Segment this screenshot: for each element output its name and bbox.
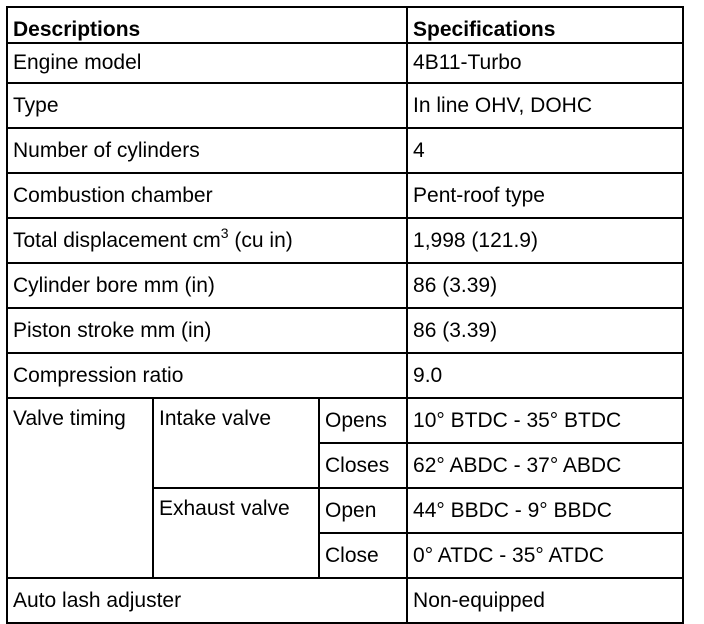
row-label xyxy=(7,218,407,263)
row-value: 86 (3.39) xyxy=(407,263,683,308)
table-row xyxy=(7,308,683,353)
exhaust-close-label: Close xyxy=(319,533,407,578)
table-row xyxy=(7,353,683,398)
specifications-table xyxy=(6,6,684,624)
row-value: In line OHV, DOHC xyxy=(407,83,683,128)
table-row xyxy=(7,83,683,128)
exhaust-close-value: 0° ATDC - 35° ATDC xyxy=(407,533,683,578)
table-row xyxy=(7,43,683,83)
row-value: Pent-roof type xyxy=(407,173,683,218)
table-row xyxy=(7,128,683,173)
exhaust-valve-label: Exhaust valve xyxy=(153,488,319,578)
header-row xyxy=(7,7,683,43)
table-row xyxy=(7,218,683,263)
row-label: Auto lash adjuster xyxy=(7,578,407,623)
exhaust-open-label: Open xyxy=(319,488,407,533)
row-label: Piston stroke mm (in) xyxy=(7,308,407,353)
intake-closes-label: Closes xyxy=(319,443,407,488)
displacement-unit: (cu in) xyxy=(228,228,293,252)
row-label: Type xyxy=(7,83,407,128)
exhaust-open-value: 44° BBDC - 9° BBDC xyxy=(407,488,683,533)
intake-opens-label: Opens xyxy=(319,398,407,443)
intake-closes-value: 62° ABDC - 37° ABDC xyxy=(407,443,683,488)
row-label: Engine model xyxy=(7,43,407,83)
intake-valve-label: Intake valve xyxy=(153,398,319,488)
row-value: 1,998 (121.9) xyxy=(407,218,683,263)
table-row xyxy=(7,173,683,218)
intake-opens-value: 10° BTDC - 35° BTDC xyxy=(407,398,683,443)
valve-timing-label: Valve timing xyxy=(7,398,153,578)
row-label: Cylinder bore mm (in) xyxy=(7,263,407,308)
row-value: Non-equipped xyxy=(407,578,683,623)
row-value: 4B11-Turbo xyxy=(407,43,683,83)
displacement-label: Total displacement cm xyxy=(13,228,221,252)
row-value: 4 xyxy=(407,128,683,173)
descriptions-header: Descriptions xyxy=(7,7,407,43)
row-label: Combustion chamber xyxy=(7,173,407,218)
table-row xyxy=(7,578,683,623)
cubic-superscript: 3 xyxy=(220,224,229,241)
specifications-header: Specifications xyxy=(407,7,683,43)
table-row xyxy=(7,263,683,308)
row-value: 9.0 xyxy=(407,353,683,398)
table-row xyxy=(7,398,683,443)
row-value: 86 (3.39) xyxy=(407,308,683,353)
row-label: Number of cylinders xyxy=(7,128,407,173)
row-label: Compression ratio xyxy=(7,353,407,398)
